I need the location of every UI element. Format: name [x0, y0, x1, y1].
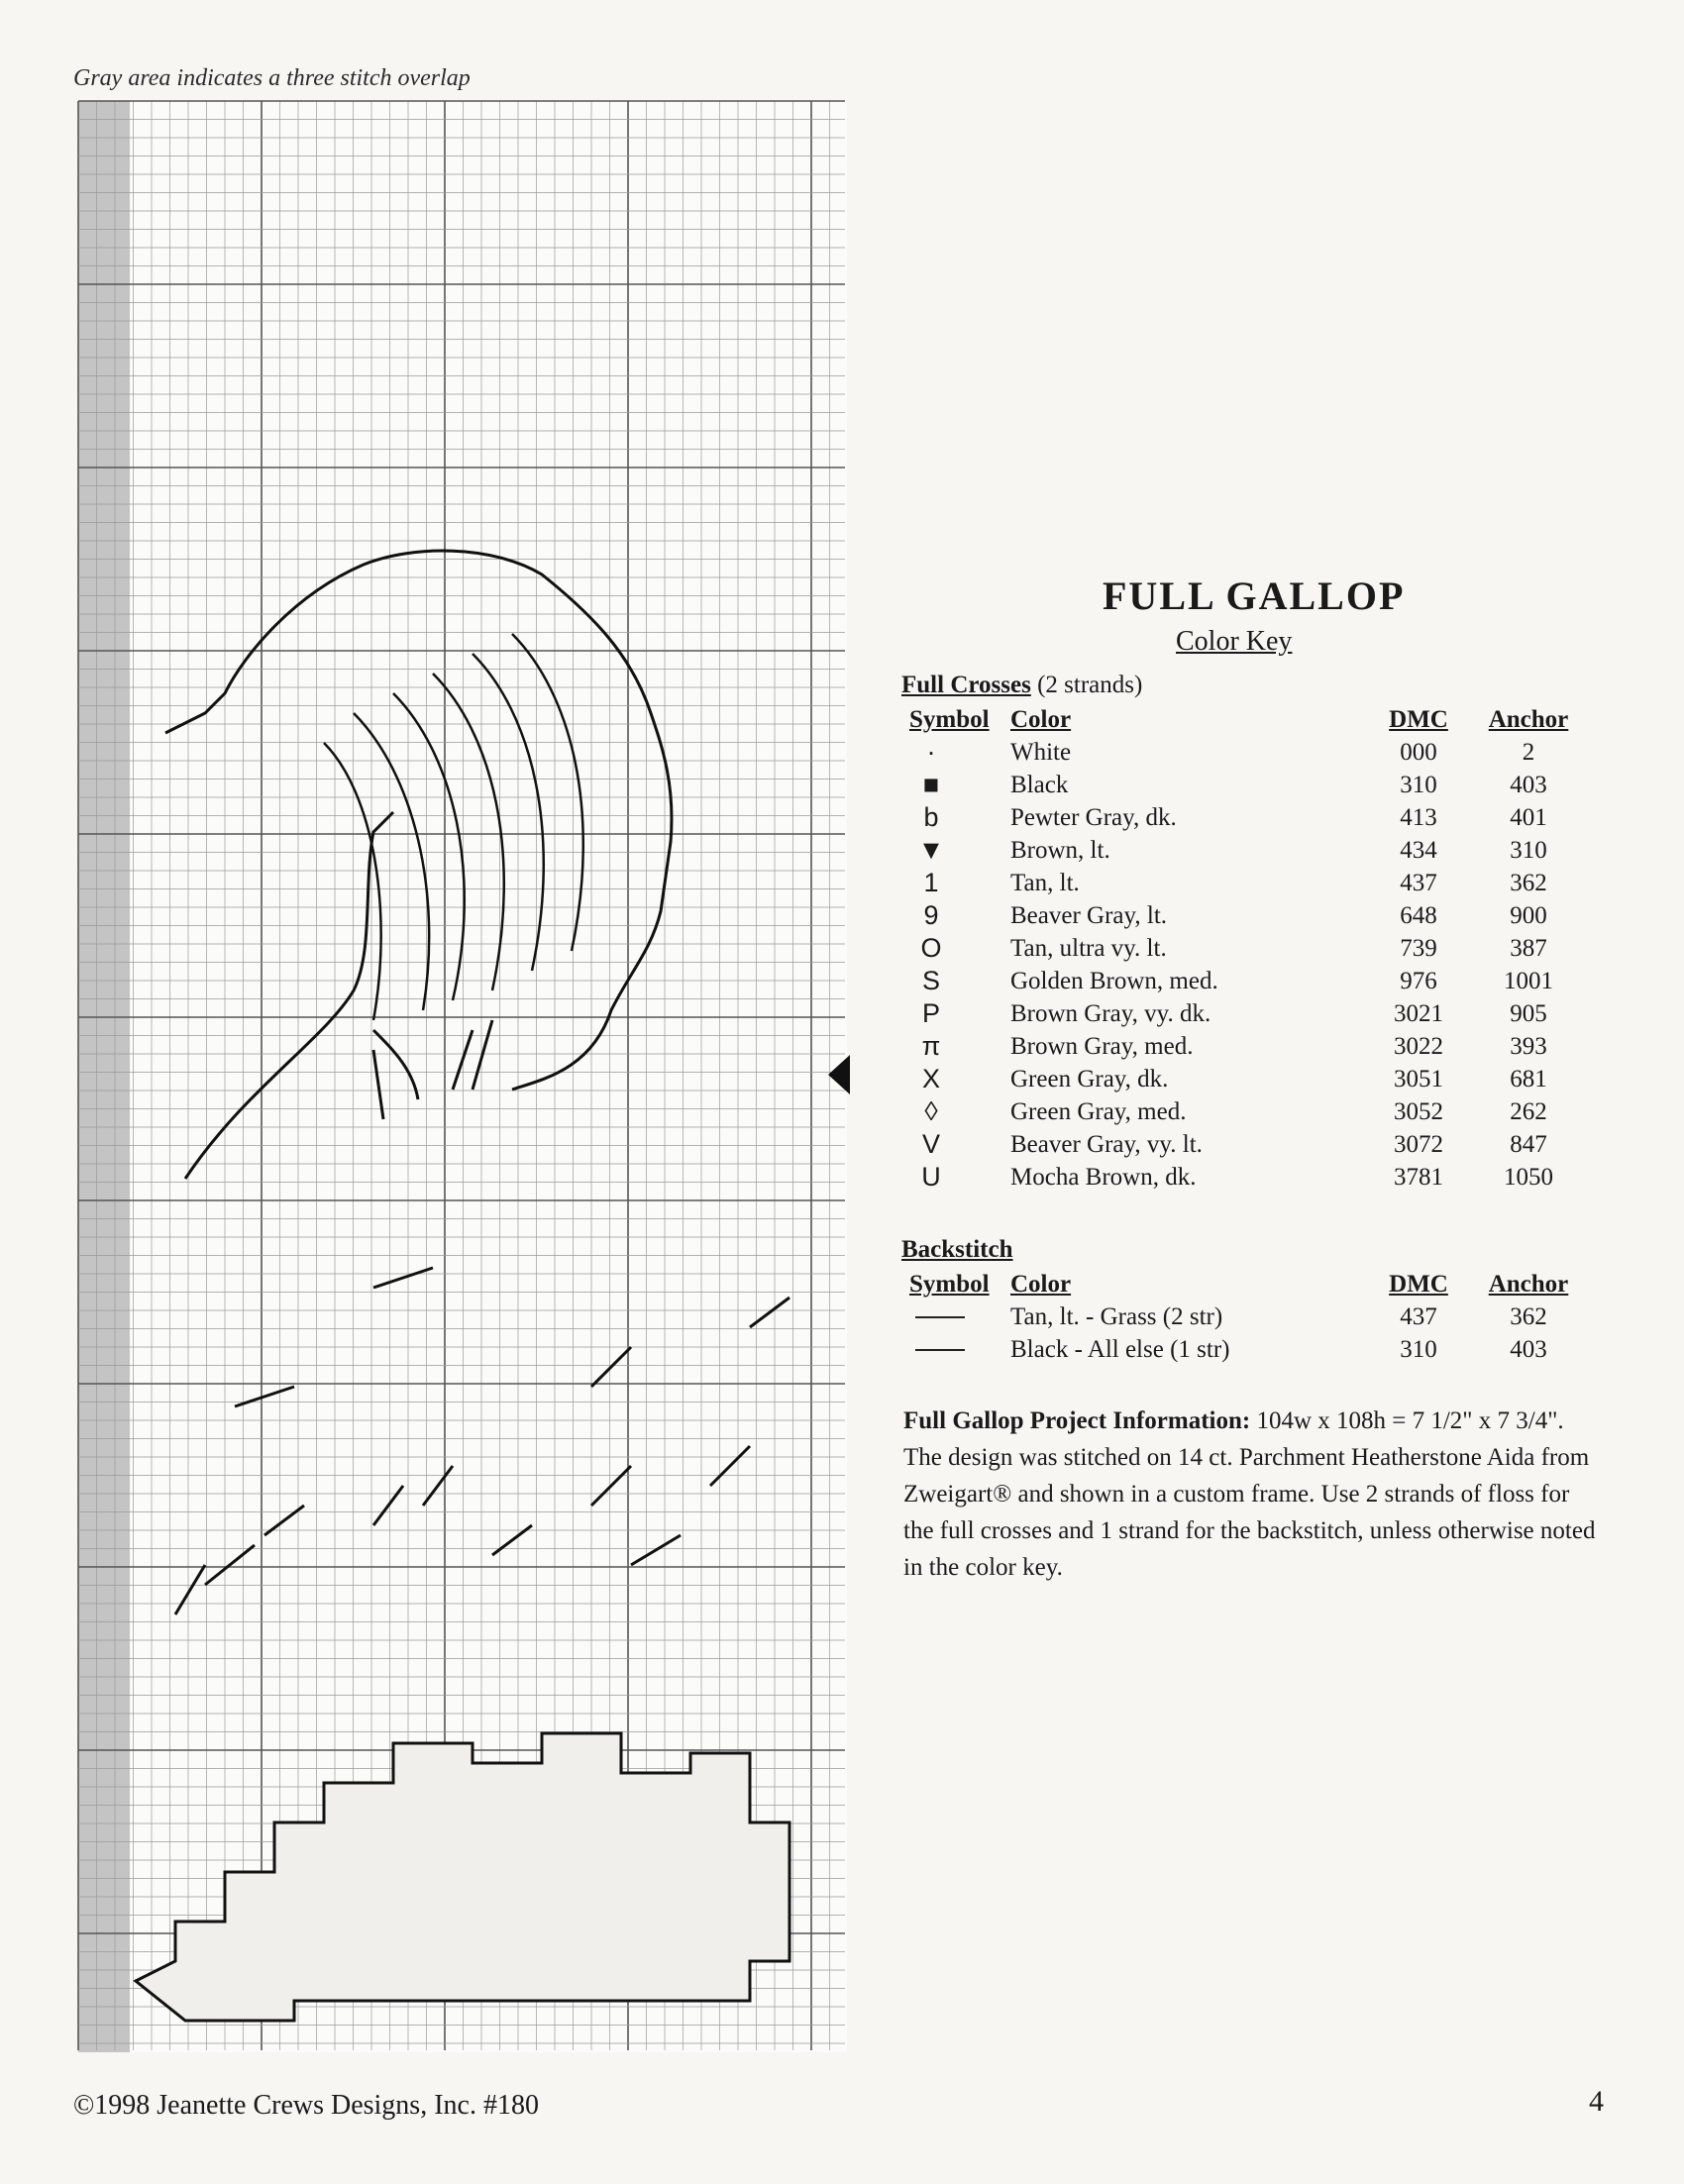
stitch-symbol: π — [921, 1031, 941, 1061]
stitch-symbol: S — [921, 966, 940, 995]
color-name: Black - All else (1 str) — [1010, 1336, 1230, 1363]
color-key-row — [901, 1030, 1595, 1063]
overlap-area — [78, 101, 130, 2052]
stitch-symbol: 9 — [923, 900, 939, 930]
anchor-number: 905 — [1510, 1000, 1547, 1027]
stitch-symbol: P — [921, 998, 940, 1028]
color-key-row — [901, 899, 1595, 932]
color-name: Tan, lt. — [1010, 870, 1080, 896]
anchor-number: 1001 — [1504, 968, 1553, 994]
backstitch-heading — [901, 1236, 1013, 1264]
dmc-number: 3051 — [1394, 1066, 1443, 1092]
chart-grid — [76, 99, 849, 2055]
color-name: Tan, lt. - Grass (2 str) — [1010, 1303, 1223, 1330]
anchor-number: 403 — [1510, 1336, 1547, 1363]
anchor-number: 1050 — [1504, 1164, 1553, 1191]
color-name: Tan, ultra vy. lt. — [1010, 935, 1167, 962]
color-name: Mocha Brown, dk. — [1010, 1164, 1197, 1191]
color-key-row — [901, 965, 1595, 997]
dmc-number: 413 — [1400, 804, 1437, 831]
dmc-number: 000 — [1400, 739, 1437, 766]
color-key-row — [901, 932, 1595, 965]
cross-stitch-chart — [76, 99, 849, 2055]
dmc-number: 739 — [1400, 935, 1437, 962]
color-key-subtitle: Color Key — [1176, 626, 1293, 657]
anchor-number: 681 — [1510, 1066, 1547, 1092]
stitch-symbol: ▼ — [917, 835, 945, 865]
project-dimensions: 7 1/2" x 7 3/4". — [1412, 1407, 1564, 1434]
stitch-symbol: 1 — [923, 868, 939, 897]
backstitch-line-icon — [915, 1316, 965, 1318]
anchor-number: 387 — [1510, 935, 1547, 962]
color-key-row — [901, 1063, 1595, 1095]
copyright-footer: ©1998 Jeanette Crews Designs, Inc. #180 — [73, 2090, 539, 2121]
dmc-number: 3072 — [1394, 1131, 1443, 1158]
center-arrow-icon — [828, 1055, 850, 1094]
color-key-row — [901, 769, 1595, 801]
anchor-number: 262 — [1510, 1098, 1547, 1125]
anchor-number: 310 — [1510, 837, 1547, 864]
stitch-symbol: V — [921, 1129, 940, 1159]
stitch-symbol: O — [920, 933, 942, 963]
header-symbol: Symbol — [909, 1271, 990, 1298]
color-name: Beaver Gray, lt. — [1010, 902, 1168, 929]
anchor-number: 847 — [1510, 1131, 1547, 1158]
project-info-text: The design was stitched on 14 ct. Parchment Heatherstone Aida from Zweigart® and shown in a custom frame. Use 2 strands of floss for the full crosses and 1 strand for the backstitch, unless otherwise noted in the color key. — [903, 1444, 1596, 1581]
backstitch-row — [901, 1300, 1595, 1333]
dmc-number: 3781 — [1394, 1164, 1443, 1191]
anchor-number: 362 — [1510, 1303, 1547, 1330]
stitch-symbol: · — [926, 737, 936, 767]
table-header — [901, 703, 1595, 736]
color-name: Golden Brown, med. — [1010, 968, 1218, 994]
full-crosses-label: Full Crosses — [901, 672, 1031, 698]
dmc-number: 437 — [1400, 870, 1437, 896]
color-name: Green Gray, med. — [1010, 1098, 1187, 1125]
dmc-number: 434 — [1400, 837, 1437, 864]
color-name: White — [1010, 739, 1072, 766]
stitch-symbol: ■ — [922, 770, 940, 799]
table-header — [901, 1268, 1595, 1300]
header-dmc: DMC — [1389, 1271, 1448, 1298]
color-name: Green Gray, dk. — [1010, 1066, 1169, 1092]
header-anchor: Anchor — [1488, 1271, 1569, 1298]
backstitch-row — [901, 1333, 1595, 1366]
anchor-number: 900 — [1510, 902, 1547, 929]
backstitch-table — [901, 1268, 1595, 1377]
color-key-row — [901, 801, 1595, 834]
anchor-number: 362 — [1510, 870, 1547, 896]
stitch-symbol: U — [921, 1162, 941, 1192]
header-color: Color — [1010, 706, 1072, 733]
color-name: Brown, lt. — [1010, 837, 1110, 864]
color-key-row — [901, 997, 1595, 1030]
overlap-note: Gray area indicates a three stitch overlap — [73, 65, 471, 91]
stitch-symbol: ◊ — [924, 1096, 938, 1126]
project-info-label: Full Gallop Project Information: — [903, 1407, 1251, 1434]
color-name: Black — [1010, 772, 1069, 798]
project-size: 104w x 108h = — [1256, 1407, 1407, 1434]
project-information — [903, 1403, 1597, 1586]
full-crosses-strands: (2 strands) — [1037, 672, 1143, 698]
page-title: FULL GALLOP — [1103, 573, 1406, 618]
full-crosses-heading — [901, 672, 1142, 699]
color-key-row — [901, 834, 1595, 867]
dmc-number: 3052 — [1394, 1098, 1443, 1125]
anchor-number: 393 — [1510, 1033, 1547, 1060]
dmc-number: 976 — [1400, 968, 1437, 994]
color-name: Beaver Gray, vy. lt. — [1010, 1131, 1203, 1158]
anchor-number: 403 — [1510, 772, 1547, 798]
dmc-number: 310 — [1400, 1336, 1437, 1363]
color-name: Pewter Gray, dk. — [1010, 804, 1177, 831]
color-key-row — [901, 1095, 1595, 1128]
dmc-number: 648 — [1400, 902, 1437, 929]
stitch-symbol: X — [921, 1064, 940, 1093]
stitch-symbol: b — [923, 802, 939, 832]
color-key-row — [901, 736, 1595, 769]
color-key-row — [901, 1128, 1595, 1161]
color-name: Brown Gray, vy. dk. — [1010, 1000, 1211, 1027]
backstitch-line-icon — [915, 1349, 965, 1351]
color-name: Brown Gray, med. — [1010, 1033, 1194, 1060]
dmc-number: 437 — [1400, 1303, 1437, 1330]
color-key-row — [901, 867, 1595, 899]
header-color: Color — [1010, 1271, 1072, 1298]
backstitch-label: Backstitch — [901, 1236, 1013, 1263]
full-crosses-table — [901, 703, 1595, 1298]
color-key-row — [901, 1161, 1595, 1194]
dmc-number: 3021 — [1394, 1000, 1443, 1027]
dmc-number: 310 — [1400, 772, 1437, 798]
anchor-number: 401 — [1510, 804, 1547, 831]
dmc-number: 3022 — [1394, 1033, 1443, 1060]
page-number: 4 — [1589, 2085, 1604, 2118]
header-anchor: Anchor — [1488, 706, 1569, 733]
header-dmc: DMC — [1389, 706, 1448, 733]
header-symbol: Symbol — [909, 706, 990, 733]
anchor-number: 2 — [1522, 739, 1535, 766]
